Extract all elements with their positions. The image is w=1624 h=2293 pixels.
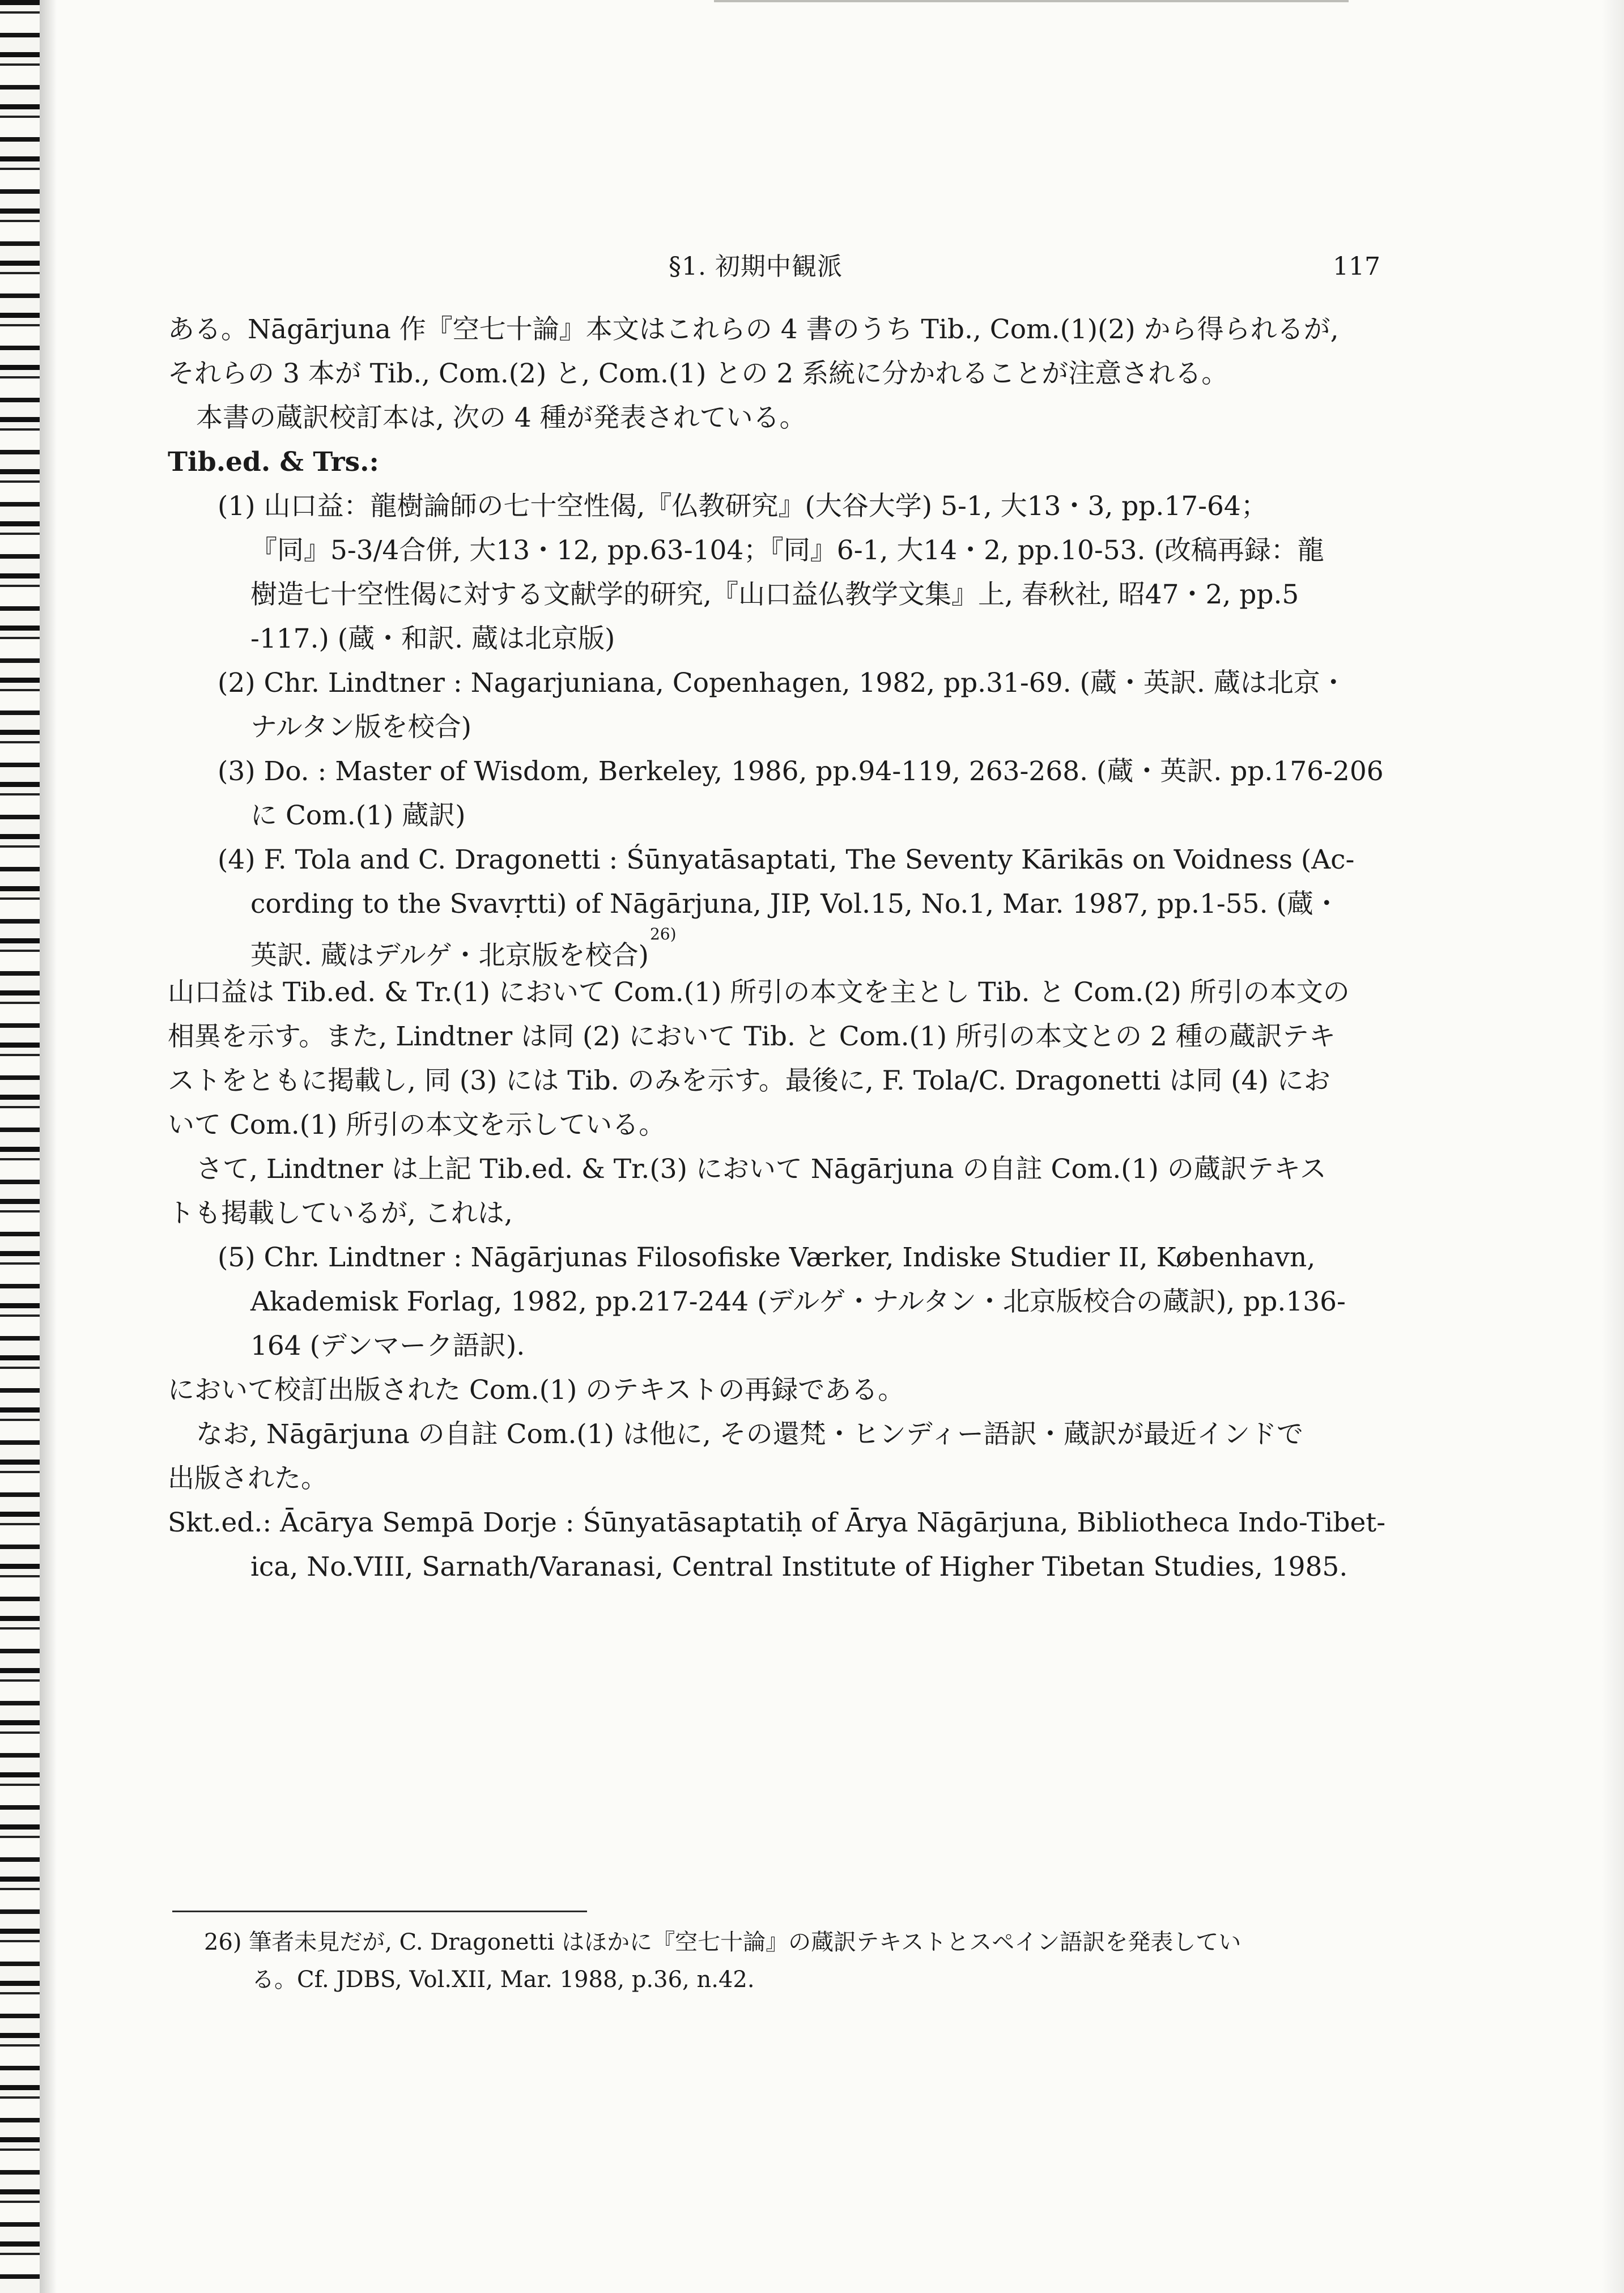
section-heading-tib-ed: Tib.ed. & Trs.: [168,446,379,478]
body-line: ストをともに掲載し, 同 (3) には Tib. のみを示す。最後に, F. Tola/C. Dragonetti は同 (4) にお [168,1065,1330,1096]
body-line: なお, Nāgārjuna の自註 Com.(1) は他に, その還梵・ヒンディー語訳・蔵訳が最近インドで [196,1419,1304,1450]
footnote-reference: 26) [649,925,677,943]
bibliography-entry-cont: 164 (デンマーク語訳). [250,1330,525,1362]
body-line: 本書の蔵訳校訂本は, 次の 4 種が発表されている。 [196,402,806,433]
body-line: において校訂出版された Com.(1) のテキストの再録である。 [168,1375,905,1406]
body-line: トも掲載しているが, これは, [168,1198,513,1229]
footnote-line: る。Cf. JDBS, Vol.XII, Mar. 1988, p.36, n.42. [252,1967,755,1993]
body-line: 出版された。 [168,1463,328,1494]
page-number: 117 [1333,252,1380,281]
bibliography-entry: (3) Do. : Master of Wisdom, Berkeley, 1986, pp.94-119, 263-268. (蔵・英訳. pp.176-206 [218,756,1384,787]
bibliography-entry-cont: cording to the Svavṛtti) of Nāgārjuna, JIP, Vol.15, No.1, Mar. 1987, pp.1-55. (蔵・ [250,888,1340,920]
bibliography-entry-cont: に Com.(1) 蔵訳) [250,800,466,831]
bibliography-entry: (2) Chr. Lindtner : Nagarjuniana, Copenhagen, 1982, pp.31-69. (蔵・英訳. 蔵は北京・ [218,667,1347,699]
bibliography-entry-cont: 『同』5-3/4合併, 大13・12, pp.63-104；『同』6-1, 大14・2, pp.10-53. (改稿再録：龍 [250,535,1324,566]
body-line: 相異を示す。また, Lindtner は同 (2) において Tib. と Com.(1) 所引の本文との 2 種の蔵訳テキ [168,1021,1336,1052]
top-scan-edge [714,0,1349,2]
body-line-text: 英訳. 蔵はデルゲ・北京版を校合) [250,940,649,971]
bibliography-entry: (4) F. Tola and C. Dragonetti : Śūnyatāsaptati, The Seventy Kārikās on Voidness (Ac- [218,844,1355,875]
footnotes [204,1924,1383,1998]
body-line: さて, Lindtner は上記 Tib.ed. & Tr.(3) において Nāgārjuna の自註 Com.(1) の蔵訳テキス [196,1154,1327,1185]
body-line: いて Com.(1) 所引の本文を示している。 [168,1109,666,1141]
running-head: §1. 初期中観派 [669,252,843,281]
body-line: ある。Nāgārjuna 作『空七十論』本文はこれらの 4 書のうち Tib., Com.(1)(2) から得られるが, [168,314,1339,345]
bibliography-entry-cont: -117.) (蔵・和訳. 蔵は北京版) [250,623,615,654]
body-line: 山口益は Tib.ed. & Tr.(1) において Com.(1) 所引の本文を主とし Tib. と Com.(2) 所引の本文の [168,977,1350,1008]
bibliography-entry-cont: 樹造七十空性偈に対する文献学的研究,『山口益仏教学文集』上, 春秋社, 昭47・2, pp.5 [250,579,1299,610]
footnote-rule [172,1911,587,1912]
body-text [168,308,1386,1589]
bibliography-entry-cont [168,926,1380,971]
bibliography-entry-cont: ナルタン版を校合) [250,712,472,743]
bibliography-entry: (1) 山口益：龍樹論師の七十空性偈,『仏教研究』(大谷大学) 5-1, 大13・3, pp.17-64； [218,491,1268,522]
section-heading-skt-ed: Skt.ed.: Ācārya Sempā Dorje : Śūnyatāsaptatiḥ of Ārya Nāgārjuna, Bibliotheca Indo-Tibet- [168,1507,1386,1538]
binding-edge [0,0,40,2293]
bibliography-entry-cont: Akademisk Forlag, 1982, pp.217-244 (デルゲ・ナルタン・北京版校合の蔵訳), pp.136- [250,1286,1346,1317]
binding-shadow [40,0,57,2293]
footnote-line: 26) 筆者未見だが, C. Dragonetti はほかに『空七十論』の蔵訳テキストとスペイン語訳を発表してい [204,1929,1242,1955]
bibliography-entry-cont: ica, No.VIII, Sarnath/Varanasi, Central Institute of Higher Tibetan Studies, 1985. [250,1551,1348,1582]
bibliography-entry: (5) Chr. Lindtner : Nāgārjunas Filosofiske Værker, Indiske Studier II, København, [218,1242,1316,1273]
body-line: それらの 3 本が Tib., Com.(2) と, Com.(1) との 2 系統に分かれることが注意される。 [168,358,1228,389]
right-page-shadow [1601,0,1624,2293]
